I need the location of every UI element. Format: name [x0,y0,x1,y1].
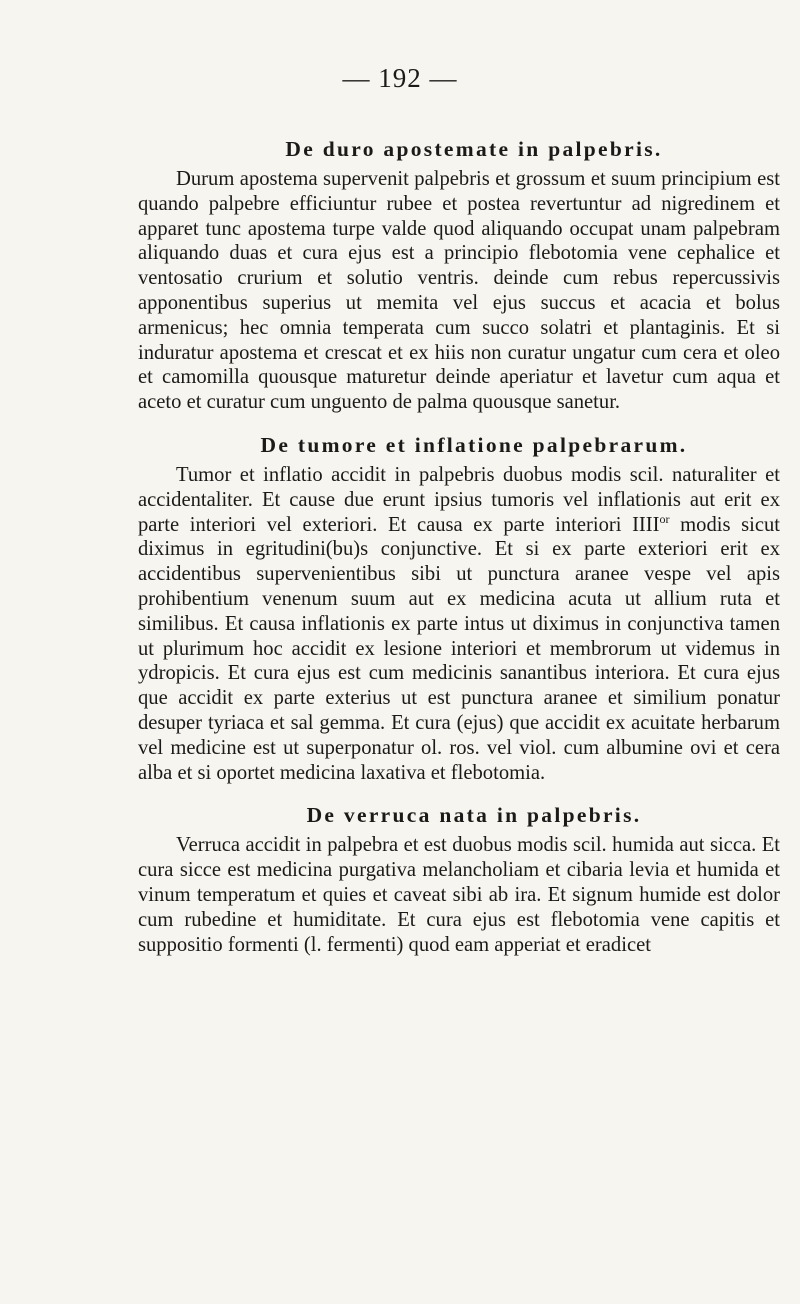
superscript-ordinal: or [659,511,670,526]
section-paragraph-tumore [138,463,780,785]
section-heading-tumore: De tumore et inflatione palpebrarum. [260,432,688,457]
section-heading-verruca: De verruca nata in palpebris. [306,803,642,828]
section-paragraph-verruca: Verruca accidit in palpebra et est duobus modis scil. humida aut sicca. Et cura sicce est medicina purgativa melancholiam et cibaria levia et humida et vinum temperatum et quies et caveat sibi ab ira. Et signum humide est dolor cum rubedine et humiditate. Et cura ejus est flebotomia vene capitis et suppositio formenti (l. fermenti) quod eam apperiat et eradicet [138,834,780,956]
paragraph-text-part: modis sicut diximus in egritudini(bu)s conjunctive. Et si ex parte exteriori erit ex accidentibus supervenientibus sibi ut punctura aranee vespe vel apis prohibentium venenum suum aut ex medicina acuta ut allium ruta et similibus. Et causa inflationis ex parte intus ut diximus in conjunctiva tamen ut plurimum hoc accidit ex lesione interiori et membrorum ut videmus in ydropicis. Et cura ejus est cum medicinis sanantibus interiora. Et cura ejus que accidit ex parte exterius ut est punctura aranee et similium ponatur desuper tyriaca et sal gemma. Et cura (ejus) que accidit ex acuitate herbarum vel medicine est ut superponatur ol. ros. vel viol. cum albumine ovi et cera alba et si oportet medicina laxativa et flebotomia. [138,513,780,784]
page-number: — 192 — [342,63,458,93]
section-paragraph-duro-apostemate: Durum apostema supervenit palpebris et grossum et suum principium est quando palpebre efficiuntur rubee et postea revertuntur ad nigredinem et apparet tunc apostema turpe valde quod aliquando occupat unam palpebram aliquando duas et cura ejus est a principio flebotomia vene cephalice et ventosatio crurium et solutio ventris. deinde cum rebus repercussivis apponentibus superius ut memita vel ejus succus et acacia et bolus armenicus; hec omnia temperata cum succo solatri et plantaginis. Et si induratur apostema et crescat et ex hiis non curatur ungatur cum cera et oleo et camomilla quousque maturetur deinde aperiatur et lavetur cum aqua et aceto et curatur cum unguento de palma quousque sanetur. [138,168,780,414]
text-block [138,136,780,957]
section-heading-duro-apostemate: De duro apostemate in palpebris. [285,137,663,161]
paragraph-text-part: Tumor et inflatio accidit in palpebris duobus modis scil. naturaliter et accidentaliter. Et cause due erunt ipsius tumoris vel inflationis aut erit ex parte interiori vel exteriori. Et causa ex parte interiori IIII [138,463,780,536]
